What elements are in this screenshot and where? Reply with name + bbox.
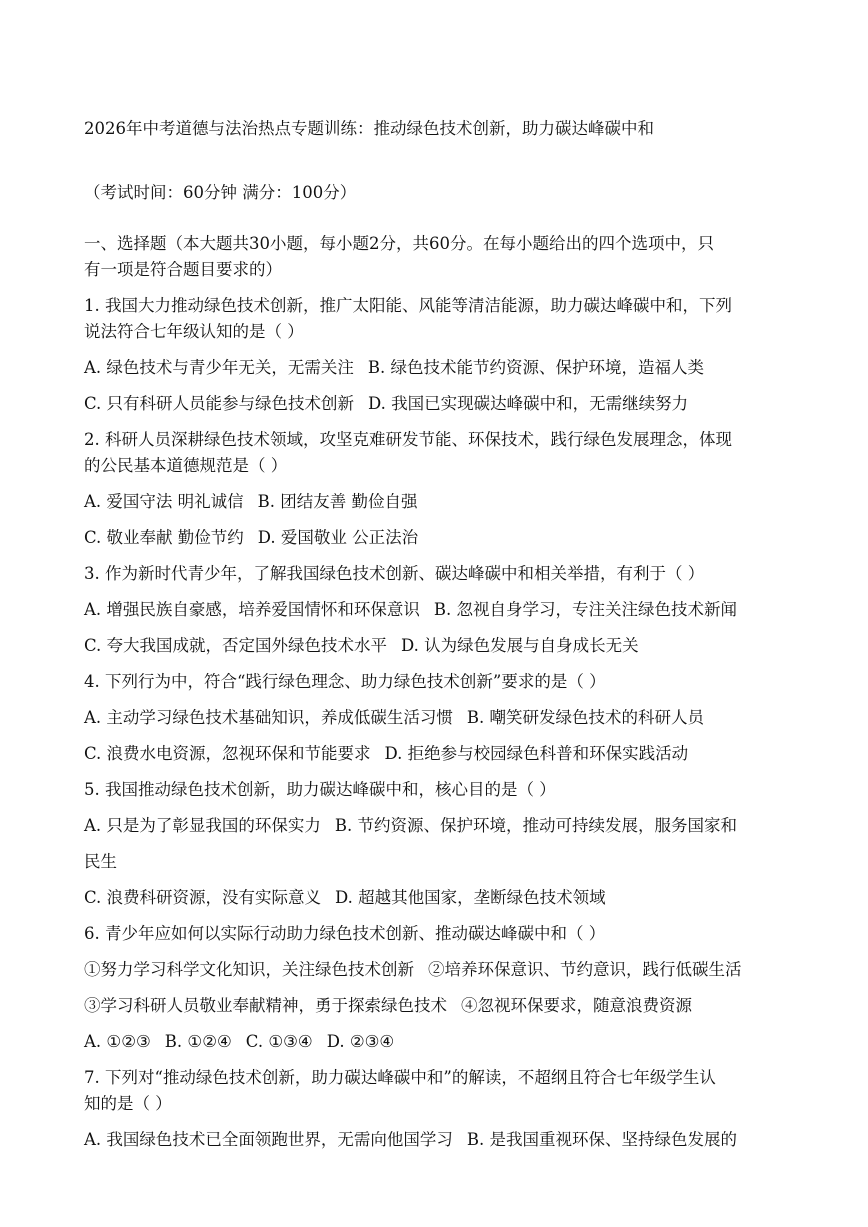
question-list [84, 293, 784, 1153]
option-row [84, 525, 784, 551]
section-heading-line: 有一项是符合题目要求的） [84, 260, 282, 279]
answer-option: B. 忽视自身学习，专注关注绿色技术新闻 [433, 600, 738, 619]
option-row [84, 597, 784, 623]
answer-option: D. 我国已实现碳达峰碳中和，无需继续努力 [368, 394, 689, 413]
question-stem-line: 知的是（ ） [84, 1094, 172, 1113]
question-stem-line: 1. 我国大力推动绿色技术创新，推广太阳能、风能等清洁能源，助力碳达峰碳中和，下列 [84, 296, 732, 315]
option-row [84, 957, 784, 983]
question-stem-line: 说法符合七年级认知的是（ ） [84, 322, 304, 341]
answer-option: D. 拒绝参与校园绿色科普和环保实践活动 [384, 744, 689, 763]
answer-option: B. 嘲笑研发绿色技术的科研人员 [466, 708, 705, 727]
answer-option: C. 浪费科研资源，没有实际意义 [84, 888, 322, 907]
answer-option: B. ①②④ [164, 1032, 232, 1051]
option-row [84, 705, 784, 731]
answer-option: D. ②③④ [326, 1032, 395, 1051]
option-row [84, 813, 784, 839]
option-row [84, 1029, 784, 1055]
option-row [84, 489, 784, 515]
answer-option: B. 绿色技术能节约资源、保护环境，造福人类 [367, 358, 705, 377]
answer-option: ③学习科研人员敬业奉献精神，勇于探索绿色技术 [84, 996, 447, 1015]
section-heading [84, 231, 784, 283]
answer-option: B. 节约资源、保护环境，推动可持续发展，服务国家和 [334, 816, 738, 835]
question-stem [84, 669, 784, 695]
answer-option: D. 爱国敬业 公正法治 [257, 528, 419, 547]
option-row [84, 993, 784, 1019]
answer-option: A. ①②③ [84, 1032, 151, 1051]
question-stem [84, 921, 784, 947]
question-stem [84, 561, 784, 587]
answer-option: ④忽视环保要求，随意浪费资源 [461, 996, 692, 1015]
answer-option: A. 爱国守法 明礼诚信 [84, 492, 244, 511]
answer-option: A. 我国绿色技术已全面领跑世界，无需向他国学习 [84, 1130, 453, 1149]
answer-option: A. 绿色技术与青少年无关，无需关注 [84, 358, 354, 377]
question-stem-line: 的公民基本道德规范是（ ） [84, 456, 288, 475]
option-row [84, 633, 784, 659]
answer-option: D. 超越其他国家，垄断绿色技术领域 [335, 888, 606, 907]
answer-option: ①努力学习科学文化知识，关注绿色技术创新 [84, 960, 414, 979]
document-title: 2026年中考道德与法治热点专题训练：推动绿色技术创新，助力碳达峰碳中和 [84, 119, 654, 138]
section-heading-line: 一、选择题（本大题共30小题，每小题2分，共60分。在每小题给出的四个选项中，只 [84, 234, 714, 253]
document-body [84, 231, 784, 1163]
question-stem-line: 3. 作为新时代青少年，了解我国绿色技术创新、碳达峰碳中和相关举措，有利于（ ） [84, 564, 705, 583]
question-stem [84, 427, 784, 479]
answer-option: C. 浪费水电资源，忽视环保和节能要求 [84, 744, 371, 763]
answer-option: C. 敬业奉献 勤俭节约 [84, 528, 244, 547]
option-row [84, 741, 784, 767]
answer-option: B. 是我国重视环保、坚持绿色发展的 [466, 1130, 738, 1149]
question-stem-line: 5. 我国推动绿色技术创新，助力碳达峰碳中和，核心目的是（ ） [84, 780, 556, 799]
answer-option: ②培养环保意识、节约意识，践行低碳生活 [428, 960, 742, 979]
answer-option: C. 夸大我国成就，否定国外绿色技术水平 [84, 636, 388, 655]
question-stem [84, 293, 784, 345]
answer-option: C. ①③④ [245, 1032, 313, 1051]
answer-option: A. 增强民族自豪感，培养爱国情怀和环保意识 [84, 600, 420, 619]
answer-option: C. 只有科研人员能参与绿色技术创新 [84, 394, 355, 413]
question-stem-line: 7. 下列对“推动绿色技术创新，助力碳达峰碳中和”的解读，不超纲且符合七年级学生认 [84, 1068, 716, 1087]
answer-option: B. 团结友善 勤俭自强 [257, 492, 418, 511]
option-row [84, 391, 784, 417]
option-row [84, 849, 784, 875]
answer-option: A. 只是为了彰显我国的环保实力 [84, 816, 321, 835]
answer-option: A. 主动学习绿色技术基础知识，养成低碳生活习惯 [84, 708, 453, 727]
question-stem-line: 4. 下列行为中，符合“践行绿色理念、助力绿色技术创新”要求的是（ ） [84, 672, 606, 691]
question-stem-line: 2. 科研人员深耕绿色技术领域，攻坚克难研发节能、环保技术，践行绿色发展理念，体现 [84, 430, 732, 449]
answer-option: 民生 [84, 852, 117, 871]
answer-option: D. 认为绿色发展与自身成长无关 [401, 636, 639, 655]
option-row [84, 355, 784, 381]
exam-info: （考试时间：60分钟 满分：100分） [84, 183, 357, 202]
option-row [84, 885, 784, 911]
question-stem [84, 777, 784, 803]
question-stem-line: 6. 青少年应如何以实际行动助力绿色技术创新、推动碳达峰碳中和（ ） [84, 924, 606, 943]
option-row [84, 1127, 784, 1153]
question-stem [84, 1065, 784, 1117]
